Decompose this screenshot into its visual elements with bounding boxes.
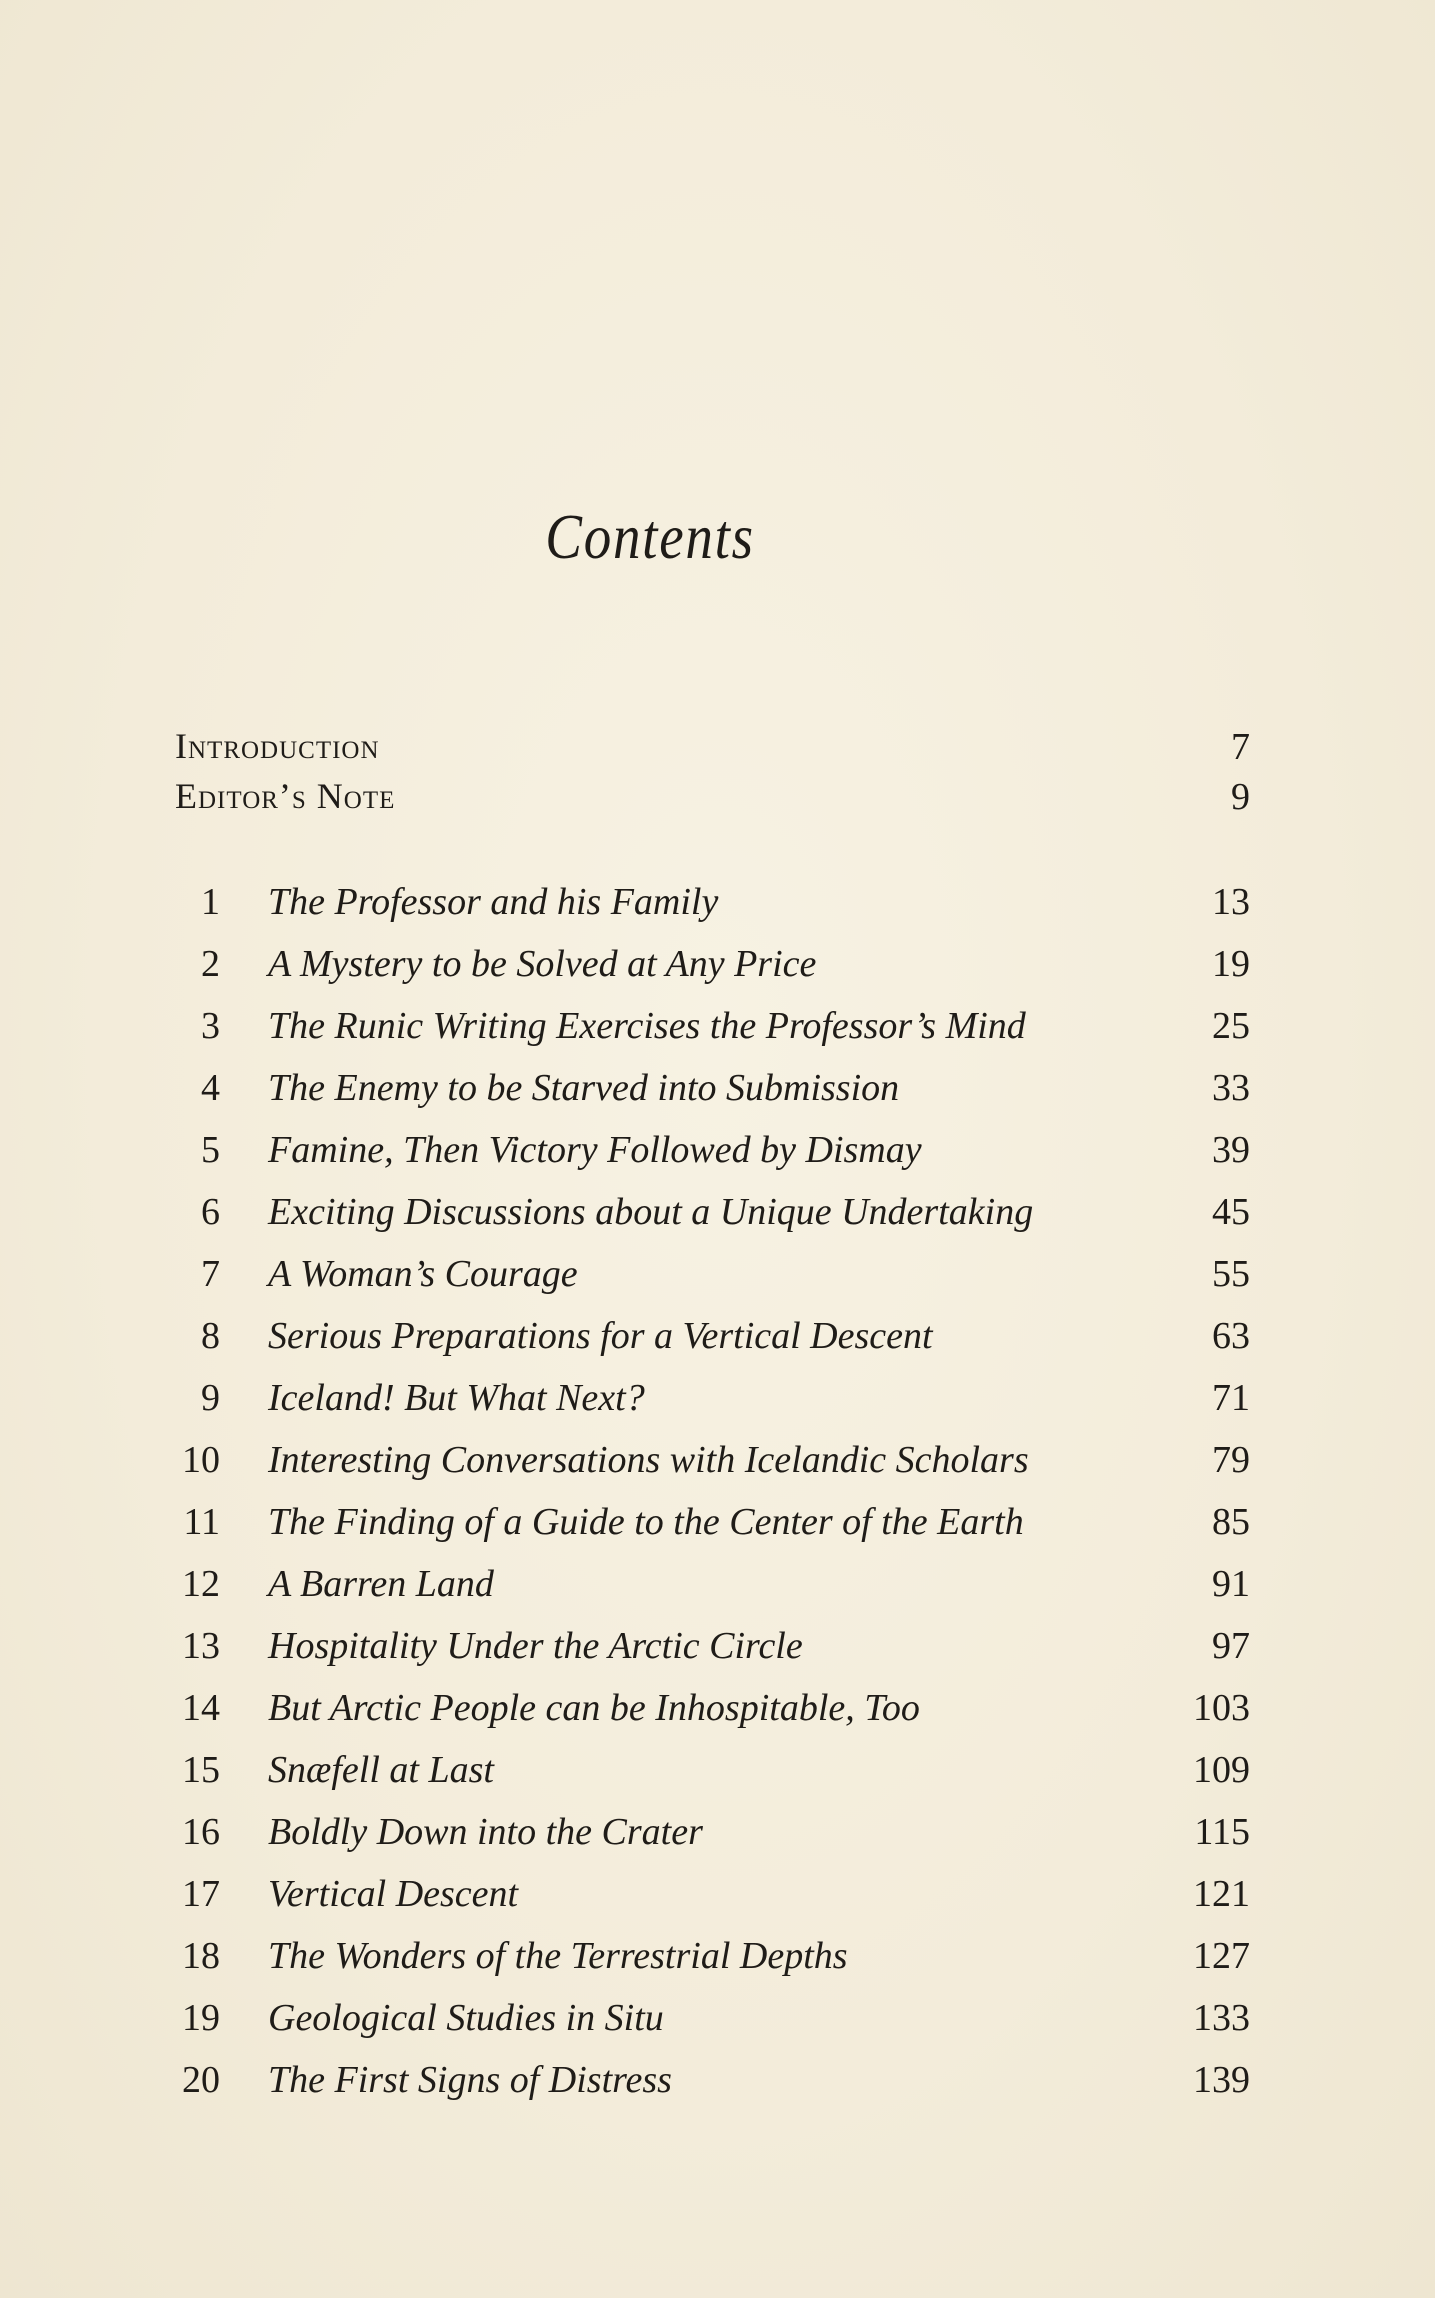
chapter-number: 6: [201, 1191, 220, 1233]
chapter-title: The Finding of a Guide to the Center of the Earth: [268, 1501, 1024, 1543]
chapter-number: 10: [182, 1439, 220, 1481]
front-matter-editors-note: [0, 775, 1435, 827]
chapter-page: 121: [1193, 1873, 1250, 1915]
chapter-title: A Mystery to be Solved at Any Price: [268, 943, 817, 985]
chapter-number: 7: [201, 1253, 220, 1295]
chapter-title: Famine, Then Victory Followed by Dismay: [268, 1129, 922, 1171]
chapter-page: 45: [1212, 1191, 1250, 1233]
chapter-page: 133: [1193, 1997, 1250, 2039]
chapter-title: The Runic Writing Exercises the Professor’s Mind: [268, 1005, 1026, 1047]
chapter-row: [0, 1438, 1435, 1500]
chapter-row: [0, 1934, 1435, 1996]
chapter-page: 79: [1212, 1439, 1250, 1481]
chapter-number: 8: [201, 1315, 220, 1357]
chapter-row: [0, 1252, 1435, 1314]
chapter-number: 9: [201, 1377, 220, 1419]
front-matter-label: Editor’s Note: [175, 776, 396, 816]
chapter-page: 63: [1212, 1315, 1250, 1357]
chapter-page: 103: [1193, 1687, 1250, 1729]
chapter-title: The First Signs of Distress: [268, 2059, 672, 2101]
chapter-title: The Professor and his Family: [268, 881, 719, 923]
chapter-number: 16: [182, 1811, 220, 1853]
chapter-title: Interesting Conversations with Icelandic Scholars: [268, 1439, 1029, 1481]
chapter-page: 55: [1212, 1253, 1250, 1295]
chapter-row: [0, 1686, 1435, 1748]
chapter-row: [0, 1872, 1435, 1934]
chapter-row: [0, 880, 1435, 942]
chapter-page: 91: [1212, 1563, 1250, 1605]
chapter-page: 127: [1193, 1935, 1250, 1977]
chapter-page: 97: [1212, 1625, 1250, 1667]
chapter-title: Exciting Discussions about a Unique Undertaking: [268, 1191, 1034, 1233]
chapter-number: 14: [182, 1687, 220, 1729]
chapter-title: A Barren Land: [268, 1563, 494, 1605]
chapter-title: Boldly Down into the Crater: [268, 1811, 703, 1853]
chapter-row: [0, 1128, 1435, 1190]
chapter-page: 13: [1212, 881, 1250, 923]
chapter-title: Hospitality Under the Arctic Circle: [268, 1625, 803, 1667]
chapter-row: [0, 1066, 1435, 1128]
chapter-row: [0, 1996, 1435, 2058]
chapter-title: The Wonders of the Terrestrial Depths: [268, 1935, 848, 1977]
chapter-row: [0, 1376, 1435, 1438]
chapter-page: 19: [1212, 943, 1250, 985]
chapter-number: 12: [182, 1563, 220, 1605]
chapter-number: 18: [182, 1935, 220, 1977]
chapter-row: [0, 2058, 1435, 2120]
chapter-number: 11: [183, 1501, 220, 1543]
chapter-title: The Enemy to be Starved into Submission: [268, 1067, 900, 1109]
chapter-title: Geological Studies in Situ: [268, 1997, 664, 2039]
chapter-row: [0, 1624, 1435, 1686]
chapter-title: Vertical Descent: [268, 1873, 519, 1915]
chapter-number: 20: [182, 2059, 220, 2101]
chapter-row: [0, 942, 1435, 1004]
chapter-page: 33: [1212, 1067, 1250, 1109]
chapter-title: A Woman’s Courage: [268, 1253, 578, 1295]
front-matter-introduction: [0, 725, 1435, 777]
chapter-row: [0, 1562, 1435, 1624]
chapter-title: Serious Preparations for a Vertical Descent: [268, 1315, 933, 1357]
chapter-number: 5: [201, 1129, 220, 1171]
chapter-number: 15: [182, 1749, 220, 1791]
chapter-row: [0, 1314, 1435, 1376]
chapter-number: 1: [201, 881, 220, 923]
chapter-number: 17: [182, 1873, 220, 1915]
chapter-page: 71: [1212, 1377, 1250, 1419]
chapter-title: Snæfell at Last: [268, 1749, 494, 1791]
front-matter-page: 7: [1231, 726, 1250, 768]
chapter-number: 4: [201, 1067, 220, 1109]
chapter-number: 3: [201, 1005, 220, 1047]
chapter-row: [0, 1004, 1435, 1066]
chapter-number: 19: [182, 1997, 220, 2039]
chapter-title: Iceland! But What Next?: [268, 1377, 645, 1419]
chapter-page: 139: [1193, 2059, 1250, 2101]
front-matter-label: Introduction: [175, 726, 380, 766]
chapter-row: [0, 1810, 1435, 1872]
chapter-page: 85: [1212, 1501, 1250, 1543]
chapter-number: 2: [201, 943, 220, 985]
chapter-title: But Arctic People can be Inhospitable, Too: [268, 1687, 920, 1729]
chapter-page: 39: [1212, 1129, 1250, 1171]
page-title: Contents: [545, 501, 755, 572]
chapter-row: [0, 1190, 1435, 1252]
chapter-page: 109: [1193, 1749, 1250, 1791]
chapter-list: [0, 880, 1435, 2120]
chapter-row: [0, 1500, 1435, 1562]
chapter-page: 115: [1194, 1811, 1250, 1853]
chapter-row: [0, 1748, 1435, 1810]
chapter-page: 25: [1212, 1005, 1250, 1047]
chapter-number: 13: [182, 1625, 220, 1667]
front-matter-page: 9: [1231, 776, 1250, 818]
